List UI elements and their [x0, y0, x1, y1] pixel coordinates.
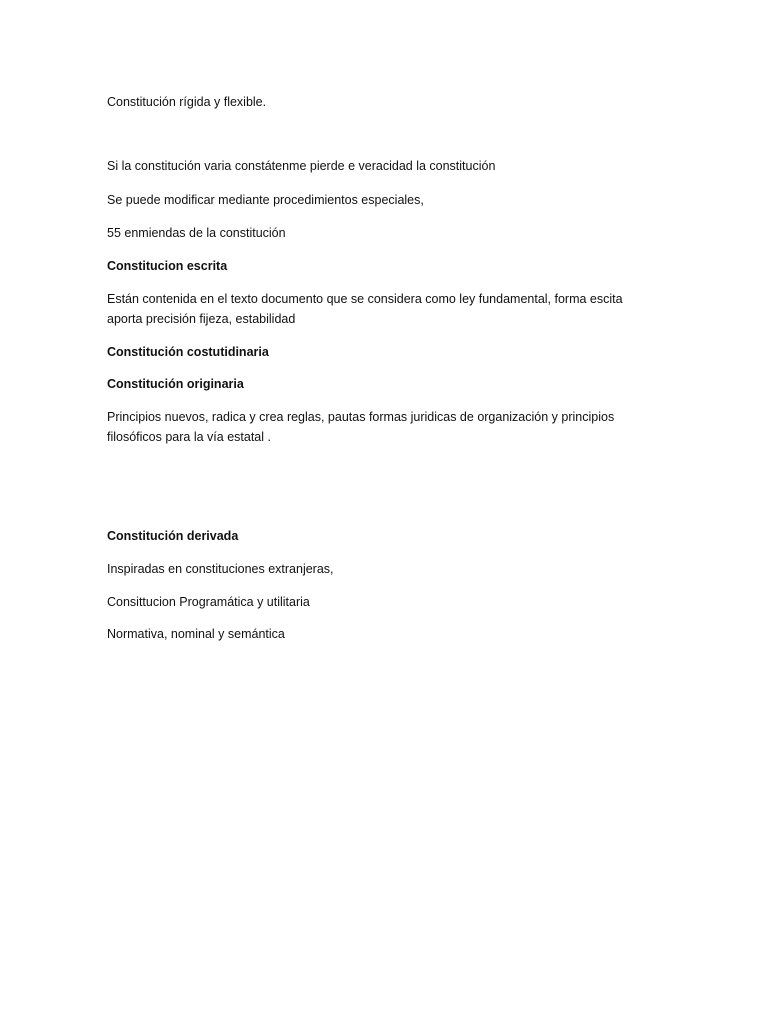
text-line-modification: Se puede modificar mediante procedimientos especiales, [107, 193, 424, 207]
section-heading-escrita: Constitucion escrita [107, 259, 228, 273]
section-heading-derivada: Constitución derivada [107, 529, 239, 543]
paragraph-originaria-line-1: Principios nuevos, radica y crea reglas, pautas formas juridicas de organización y principios [107, 410, 615, 424]
text-line-constitution-varies: Si la constitución varia constátenme pierde e veracidad la constitución [107, 159, 496, 173]
text-line-amendments: 55 enmiendas de la constitución [107, 226, 286, 240]
document-heading: Constitución rígida y flexible. [107, 95, 267, 109]
paragraph-escrita [107, 289, 623, 329]
section-heading-originaria: Constitución originaria [107, 377, 244, 391]
paragraph-originaria-line-2: filosóficos para la vía estatal . [107, 430, 271, 444]
paragraph-originaria [107, 407, 614, 447]
section-heading-costutidinaria: Constitución costutidinaria [107, 345, 269, 359]
text-line-programatica: Consittucion Programática y utilitaria [107, 595, 310, 609]
paragraph-escrita-line-1: Están contenida en el texto documento que se considera como ley fundamental, forma escita [107, 292, 623, 306]
paragraph-escrita-line-2: aporta precisión fijeza, estabilidad [107, 312, 296, 326]
text-line-inspiradas: Inspiradas en constituciones extranjeras, [107, 562, 334, 576]
text-line-normativa: Normativa, nominal y semántica [107, 627, 285, 641]
